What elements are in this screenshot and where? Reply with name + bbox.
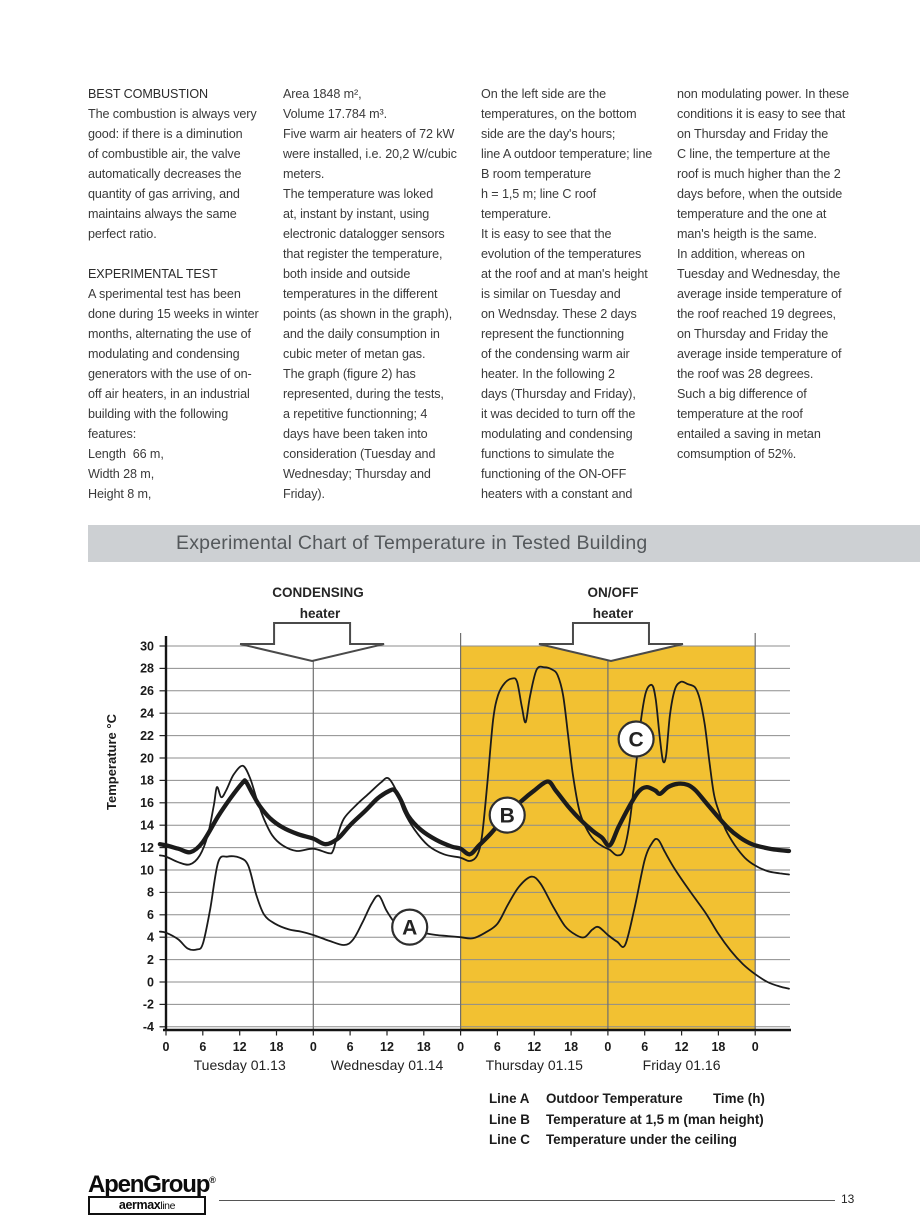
y-tick-label: 24	[140, 706, 154, 721]
legend-description: Temperature under the ceiling	[546, 1132, 737, 1147]
article-column-4	[677, 84, 849, 464]
body-text-line: modulating and condensing	[481, 427, 633, 441]
body-text-line: points (as shown in the graph),	[283, 307, 453, 321]
x-tick-label: 0	[457, 1040, 465, 1054]
body-text-line: were installed, i.e. 20,2 W/cubic	[283, 147, 457, 161]
x-tick-label: 6	[641, 1040, 649, 1054]
body-text-line: It is easy to see that the	[481, 227, 612, 241]
body-text-line: side are the day's hours;	[481, 127, 616, 141]
body-text-line: on Thursday and Friday the	[677, 327, 829, 341]
x-tick-label: 6	[493, 1040, 501, 1054]
y-tick-label: 6	[147, 908, 154, 923]
body-text-line: Such a big difference of	[677, 387, 807, 401]
body-text-line: building with the following	[88, 407, 229, 421]
y-tick-label: 22	[140, 728, 154, 743]
body-text-line: Wednesday; Thursday and	[283, 467, 431, 481]
body-text-line: The combustion is always very	[88, 107, 257, 121]
y-tick-label: 4	[147, 930, 154, 945]
brand-sub-logo	[88, 1196, 206, 1215]
line-C-marker-letter: C	[628, 728, 644, 752]
body-text-line: days before, when the outside	[677, 187, 843, 201]
body-text-line: at the roof and at man's height	[481, 267, 648, 281]
body-text-line: automatically decreases the	[88, 167, 242, 181]
body-text-line: meters.	[283, 167, 325, 181]
x-tick-label: 18	[269, 1040, 284, 1054]
body-text-line: functions to simulate the	[481, 447, 615, 461]
body-text-line: represent the functionning	[481, 327, 625, 341]
body-text-line: represented, during the tests,	[283, 387, 444, 401]
legend-description: Outdoor Temperature	[546, 1091, 683, 1106]
body-text-line: quantity of gas arriving, and	[88, 187, 240, 201]
footer-rule	[219, 1200, 835, 1201]
legend-row	[489, 1091, 764, 1112]
legend-row	[489, 1112, 764, 1133]
y-tick-label: 30	[140, 639, 154, 654]
body-text-line: average inside temperature of	[677, 287, 842, 301]
section-heading: BEST COMBUSTION	[88, 87, 209, 101]
legend-row	[489, 1132, 764, 1153]
onoff-heater-label: heater	[592, 606, 634, 621]
x-tick-label: 12	[232, 1040, 247, 1054]
body-text-line: perfect ratio.	[88, 227, 157, 241]
body-text-line: Friday).	[283, 487, 325, 501]
section-heading: EXPERIMENTAL TEST	[88, 267, 218, 281]
body-text-line: modulating and condensing	[88, 347, 240, 361]
body-text-line: on Thursday and Friday the	[677, 127, 829, 141]
y-tick-label: 14	[140, 818, 154, 833]
body-text-line: that register the temperature,	[283, 247, 443, 261]
y-axis-title: Temperature °C	[104, 714, 119, 810]
body-text-line: electronic datalogger sensors	[283, 227, 445, 241]
body-text-line: line A outdoor temperature; line	[481, 147, 653, 161]
y-tick-label: 16	[140, 796, 154, 811]
body-text-line: heaters with a constant and	[481, 487, 633, 501]
x-tick-label: 6	[199, 1040, 207, 1054]
sub-brand-bold: aermax	[118, 1198, 161, 1212]
legend-description: Temperature at 1,5 m (man height)	[546, 1111, 764, 1127]
body-text-line: temperatures in the different	[283, 287, 438, 301]
body-text-line: In addition, whereas on	[677, 247, 805, 261]
body-text-line: temperatures, on the bottom	[481, 107, 637, 121]
body-text-line: C line, the temperture at the	[677, 147, 831, 161]
body-text-line: days (Thursday and Friday),	[481, 387, 636, 401]
condensing-arrow-icon	[240, 623, 384, 661]
y-tick-label: 2	[147, 952, 154, 967]
line-B-marker-letter: B	[499, 804, 515, 828]
body-text-line: features:	[88, 427, 137, 441]
body-text-line: temperature.	[481, 207, 552, 221]
x-tick-label: 18	[416, 1040, 431, 1054]
body-text-line: good: if there is a diminution	[88, 127, 243, 141]
y-tick-label: 28	[140, 661, 154, 676]
registered-mark: ®	[209, 1175, 216, 1185]
x-tick-label: 0	[162, 1040, 170, 1054]
body-text-line: Length 66 m,	[88, 447, 164, 461]
chart-title-banner	[88, 525, 920, 562]
body-text-line: a repetitive functionning; 4	[283, 407, 428, 421]
body-text-line: on Wednsday. These 2 days	[481, 307, 637, 321]
condensing-label: CONDENSING	[272, 585, 364, 600]
body-text-line: evolution of the temperatures	[481, 247, 642, 261]
legend-key: Line A	[489, 1091, 530, 1106]
article-column-2	[283, 84, 457, 504]
x-tick-label: 12	[527, 1040, 542, 1054]
legend-key: Line C	[489, 1132, 530, 1147]
body-text-line: The graph (figure 2) has	[283, 367, 416, 381]
x-axis-unit-label: Time (h)	[713, 1091, 765, 1106]
body-text-line: B room temperature	[481, 167, 592, 181]
article-column-1	[88, 84, 259, 504]
sub-brand-light: line	[160, 1200, 176, 1212]
line-A-marker-letter: A	[402, 916, 418, 940]
body-text-line: months, alternating the use of	[88, 327, 251, 341]
body-text-line: h = 1,5 m; line C roof	[481, 187, 597, 201]
body-text-line: Height 8 m,	[88, 487, 152, 501]
body-text-line: at, instant by instant, using	[283, 207, 430, 221]
body-text-line: consideration (Tuesday and	[283, 447, 436, 461]
body-text-line: conditions it is easy to see that	[677, 107, 846, 121]
body-text-line: the roof reached 19 degrees,	[677, 307, 836, 321]
y-tick-label: 20	[140, 751, 154, 766]
body-text-line: man's heigth is the same.	[677, 227, 817, 241]
x-tick-label: 12	[380, 1040, 394, 1054]
body-text-line: days have been taken into	[283, 427, 428, 441]
x-tick-label: 12	[674, 1040, 689, 1054]
onoff-label: ON/OFF	[587, 585, 639, 600]
body-text-line: it was decided to turn off the	[481, 407, 636, 421]
temperature-chart	[0, 575, 920, 1075]
x-tick-label: 0	[751, 1040, 759, 1054]
article-column-3	[481, 84, 652, 504]
y-tick-label: -2	[142, 997, 154, 1012]
x-tick-label: 18	[711, 1040, 726, 1054]
body-text-line: average inside temperature of	[677, 347, 842, 361]
body-text-line: done during 15 weeks in winter	[88, 307, 259, 321]
brand-logo	[88, 1171, 216, 1199]
chart-title: Experimental Chart of Temperature in Tested Building	[176, 532, 648, 554]
body-text-line: On the left side are the	[481, 87, 607, 101]
y-tick-label: -4	[142, 1020, 154, 1035]
day-label: Wednesday 01.14	[330, 1057, 444, 1073]
body-text-line: A sperimental test has been	[88, 287, 241, 301]
legend-key: Line B	[489, 1111, 530, 1127]
body-text-line: temperature at the roof	[677, 407, 803, 421]
body-text-line: heater. In the following 2	[481, 367, 615, 381]
y-tick-label: 26	[140, 684, 154, 699]
body-text-line: Five warm air heaters of 72 kW	[283, 127, 455, 141]
body-text-line: Area 1848 m²,	[283, 87, 362, 101]
body-text-line: of combustible air, the valve	[88, 147, 241, 161]
body-text-line: functioning of the ON-OFF	[481, 467, 627, 481]
body-text-line: is similar on Tuesday and	[481, 287, 621, 301]
y-tick-label: 10	[140, 863, 154, 878]
x-tick-label: 6	[346, 1040, 354, 1054]
brand-name: ApenGroup	[88, 1171, 210, 1198]
body-text-line: non modulating power. In these	[677, 87, 850, 101]
y-tick-label: 0	[147, 975, 154, 990]
body-text-line: Volume 17.784 m³.	[283, 107, 388, 121]
body-text-line: temperature and the one at	[677, 207, 827, 221]
body-text-line: The temperature was loked	[283, 187, 434, 201]
body-text-line: the roof was 28 degrees.	[677, 367, 814, 381]
body-text-line: both inside and outside	[283, 267, 411, 281]
x-tick-label: 0	[604, 1040, 612, 1054]
body-text-line: Width 28 m,	[88, 467, 155, 481]
body-text-line: and the daily consumption in	[283, 327, 440, 341]
day-label: Tuesday 01.13	[193, 1057, 286, 1073]
y-tick-label: 18	[140, 773, 154, 788]
y-tick-label: 8	[147, 885, 154, 900]
body-text-line: roof is much higher than the 2	[677, 167, 841, 181]
y-tick-label: 12	[140, 840, 154, 855]
body-text-line: entailed a saving in metan	[677, 427, 821, 441]
body-text-line: cubic meter of metan gas.	[283, 347, 426, 361]
x-tick-label: 18	[564, 1040, 579, 1054]
body-text-line: Tuesday and Wednesday, the	[677, 267, 841, 281]
paragraph-spacer	[88, 244, 259, 264]
body-text-line: of the condensing warm air	[481, 347, 630, 361]
body-text-line: off air heaters, in an industrial	[88, 387, 250, 401]
body-text-line: comsumption of 52%.	[677, 447, 797, 461]
body-text-line: generators with the use of on-	[88, 367, 252, 381]
condensing-heater-label: heater	[299, 606, 341, 621]
day-label: Friday 01.16	[642, 1057, 721, 1073]
page-number: 13	[841, 1192, 855, 1206]
x-tick-label: 0	[309, 1040, 317, 1054]
day-label: Thursday 01.15	[485, 1057, 583, 1073]
chart-legend	[489, 1091, 764, 1153]
body-text-line: maintains always the same	[88, 207, 237, 221]
